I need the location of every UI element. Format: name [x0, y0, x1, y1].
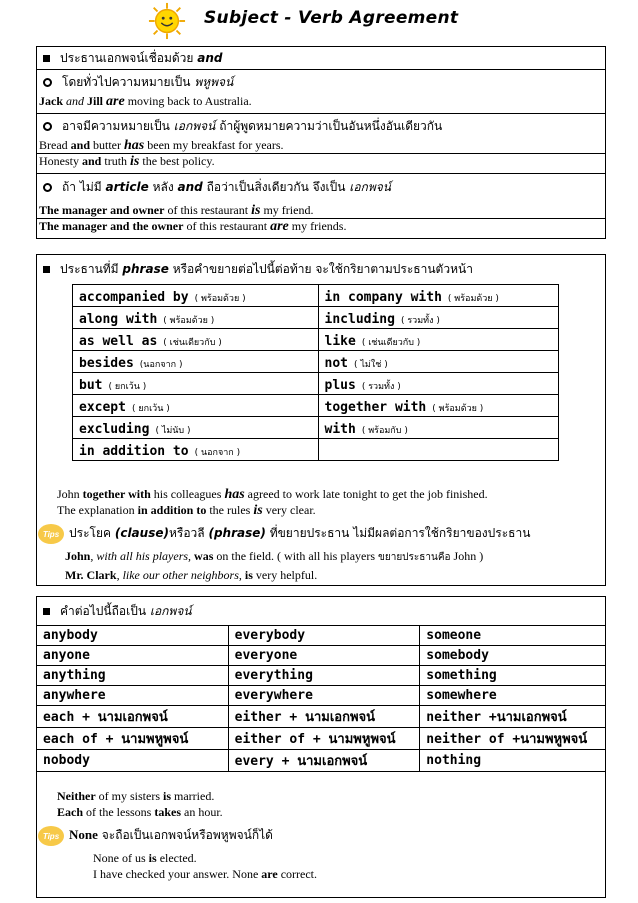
- example-sentence: [55, 805, 223, 820]
- verb: takes: [154, 805, 182, 819]
- subject: Jill: [87, 94, 107, 108]
- phrase-word: together with: [324, 400, 427, 415]
- example-sentence: [37, 219, 605, 234]
- singular-word-cell: everyone: [228, 646, 420, 666]
- heading-emphasis: เอกพจน์: [149, 604, 192, 618]
- singular-word-cell: either + นามเอกพจน์: [228, 706, 420, 728]
- tips-badge-icon: [37, 523, 65, 545]
- phrase-row: [73, 395, 559, 417]
- section-phrase-heading: [37, 255, 605, 283]
- singular-row: [37, 706, 606, 728]
- verb: is: [251, 203, 261, 218]
- phrase: in addition to: [137, 503, 207, 517]
- tips-label: Tips: [42, 529, 60, 539]
- heading-keyword: and: [197, 51, 223, 65]
- singular-word-cell: nobody: [37, 750, 229, 772]
- subject: the rules: [206, 503, 254, 517]
- phrase-cell: [318, 285, 558, 307]
- subject: his colleagues: [150, 487, 225, 501]
- phrase-cell: [318, 439, 558, 461]
- subject: Neither: [57, 789, 96, 803]
- phrase-cell: [318, 351, 558, 373]
- section-and-heading: [37, 47, 605, 70]
- smiling-sun-icon: [148, 2, 186, 40]
- section-phrase: [36, 254, 606, 586]
- phrase-row: [73, 439, 559, 461]
- verb: are: [106, 94, 125, 109]
- sentence-rest: my friend.: [260, 203, 314, 217]
- example-sentence: [63, 549, 483, 566]
- circle-bullet-icon: [43, 183, 52, 192]
- rule-text: ถ้า ไม่มี: [62, 180, 102, 194]
- subject: Honesty: [39, 154, 82, 168]
- tips-badge-icon: [37, 825, 65, 847]
- subject: None of us: [93, 851, 149, 865]
- phrase-row: [73, 307, 559, 329]
- phrase-meaning: ( รวมทั้ง ): [400, 316, 440, 326]
- singular-word-cell: someone: [420, 626, 606, 646]
- phrase-cell: [318, 373, 558, 395]
- singular-word-cell: somewhere: [420, 686, 606, 706]
- subject: John: [57, 487, 83, 501]
- phrase-meaning: ( ยกเว้น ): [108, 382, 147, 392]
- header: [0, 0, 638, 44]
- phrase-meaning: ( พร้อมกับ ): [361, 426, 408, 436]
- phrase-cell: [73, 285, 319, 307]
- sentence-rest: very helpful.: [252, 568, 318, 582]
- rule-text: ถ้าผู้พูดหมายความว่าเป็นอันหนึ่งอันเดียวกัน: [219, 119, 443, 133]
- rule-singular-text: [37, 114, 605, 138]
- singular-row: [37, 626, 606, 646]
- rule-plural: [37, 70, 605, 114]
- phrase-word: in addition to: [79, 444, 189, 459]
- phrase-meaning: ( ไม่นับ ): [155, 426, 191, 436]
- phrase-word: besides: [79, 356, 134, 371]
- rule-no-article-text: [37, 174, 605, 200]
- heading-text: ประธานที่มี: [60, 262, 119, 276]
- phrase-cell: [73, 307, 319, 329]
- verb: was: [194, 549, 214, 563]
- phrase-word: as well as: [79, 334, 158, 349]
- phrase-row: [73, 417, 559, 439]
- verb: is: [130, 154, 140, 169]
- example-sentence: [37, 203, 605, 219]
- singular-word-cell: everywhere: [228, 686, 420, 706]
- phrase-cell: [318, 395, 558, 417]
- phrase-word: plus: [324, 378, 356, 393]
- subject: butter: [90, 138, 125, 152]
- sentence-middle: of this restaurant: [183, 219, 271, 233]
- example-sentence: [91, 867, 317, 882]
- phrase-meaning: ( รวมทั้ง ): [361, 382, 401, 392]
- phrase-cell: [73, 439, 319, 461]
- conjunction: and: [63, 94, 87, 108]
- section-singular-words: [36, 596, 606, 898]
- sentence-middle: of the lessons: [83, 805, 155, 819]
- phrase-cell: [73, 351, 319, 373]
- verb: has: [224, 487, 245, 502]
- sentence-rest: my friends.: [288, 219, 347, 233]
- phrase-table: [72, 284, 559, 461]
- subject: Mr. Clark: [65, 568, 117, 582]
- sentence-rest: elected.: [156, 851, 197, 865]
- singular-word-cell: nothing: [420, 750, 606, 772]
- rule-keyword: article: [105, 180, 149, 194]
- sentence-rest: on the field. ( with all his players: [213, 549, 379, 563]
- rule-text: ถือว่าเป็นสิ่งเดียวกัน จึงเป็น: [206, 180, 346, 194]
- phrase-word: except: [79, 400, 126, 415]
- sentence-rest: correct.: [277, 867, 318, 881]
- sentence-rest: moving back to Australia.: [124, 94, 252, 108]
- square-bullet-icon: [43, 266, 50, 273]
- sentence-rest: agreed to work late tonight to get the job finished.: [244, 487, 488, 501]
- tip-text: หรือวลี: [168, 526, 205, 540]
- singular-word-cell: anybody: [37, 626, 229, 646]
- subject: truth: [101, 154, 131, 168]
- phrase-meaning: ( พร้อมด้วย ): [194, 294, 246, 304]
- tip-text: ที่ขยายประธาน ไม่มีผลต่อการใช้กริยาของประธาน: [269, 526, 531, 540]
- example-sentence: [55, 789, 214, 804]
- singular-row: [37, 750, 606, 772]
- tips-label: Tips: [42, 831, 60, 841]
- phrase-meaning: ( พร้อมด้วย ): [447, 294, 499, 304]
- section-and: [36, 46, 606, 239]
- subject: Each: [57, 805, 84, 819]
- tip-clause: [37, 521, 530, 545]
- singular-words-table: [36, 625, 606, 772]
- phrase-row: [73, 351, 559, 373]
- square-bullet-icon: [43, 608, 50, 615]
- singular-word-cell: neither +นามเอกพจน์: [420, 706, 606, 728]
- phrase-word: accompanied by: [79, 290, 189, 305]
- example-sentence: [37, 138, 605, 154]
- phrase-row: [73, 329, 559, 351]
- phrase-cell: [318, 417, 558, 439]
- sentence-rest: John ): [450, 549, 484, 563]
- phrase: together with: [82, 487, 151, 501]
- rule-keyword: and: [177, 180, 203, 194]
- verb: are: [270, 219, 289, 234]
- tip-keyword: (phrase): [208, 526, 266, 540]
- phrase-meaning: (นอกจาก ): [139, 360, 183, 370]
- sentence-middle: of this restaurant: [164, 203, 252, 217]
- phrase-word: including: [324, 312, 395, 327]
- phrase-cell: [73, 417, 319, 439]
- example-sentence: [55, 487, 488, 502]
- singular-word-cell: every + นามเอกพจน์: [228, 750, 420, 772]
- sentence-rest: an hour.: [181, 805, 223, 819]
- tip-text: ประโยค: [69, 526, 112, 540]
- rule-singular: [37, 114, 605, 174]
- clause: , with all his players,: [90, 549, 195, 563]
- subject: Jack: [39, 94, 63, 108]
- rule-emphasis: เอกพจน์: [349, 180, 391, 194]
- square-bullet-icon: [43, 55, 50, 62]
- subject: The manager and owner: [39, 203, 165, 217]
- rule-no-article: [37, 174, 605, 240]
- phrase-meaning: ( เช่นเดียวกับ ): [163, 338, 222, 348]
- phrase-cell: [73, 373, 319, 395]
- singular-word-cell: everybody: [228, 626, 420, 646]
- rule-text: โดยทั่วไปความหมายเป็น: [62, 75, 191, 89]
- tip-none: [37, 823, 273, 847]
- phrase-word: along with: [79, 312, 158, 327]
- singular-word-cell: everything: [228, 666, 420, 686]
- sentence-rest: been my breakfast for years.: [144, 138, 284, 152]
- phrase-cell: [318, 329, 558, 351]
- rule-emphasis: เอกพจน์: [173, 119, 216, 133]
- heading-text: คำต่อไปนี้ถือเป็น: [60, 604, 147, 618]
- phrase-word: like: [324, 334, 356, 349]
- circle-bullet-icon: [43, 122, 52, 131]
- rule-plural-text: [37, 70, 605, 94]
- phrase-meaning: ( นอกจาก ): [194, 448, 241, 458]
- heading-keyword: phrase: [122, 262, 169, 276]
- phrase-meaning: ( ไม่ใช่ ): [354, 360, 388, 370]
- phrase-meaning: ( เช่นเดียวกับ ): [361, 338, 421, 348]
- subject: The explanation: [57, 503, 138, 517]
- verb: has: [124, 138, 145, 153]
- singular-row: [37, 728, 606, 750]
- singular-word-cell: either of + นามพหูพจน์: [228, 728, 420, 750]
- phrase-word: excluding: [79, 422, 150, 437]
- tip-keyword: None: [69, 827, 98, 842]
- verb: is: [163, 789, 172, 803]
- example-sentence: [37, 94, 605, 109]
- singular-word-cell: each of + นามพหูพจน์: [37, 728, 229, 750]
- singular-row: [37, 666, 606, 686]
- phrase-cell: [318, 307, 558, 329]
- verb: are: [261, 867, 278, 881]
- phrase-row: [73, 373, 559, 395]
- section-singular-heading: [37, 597, 605, 625]
- conjunction: and: [82, 154, 102, 168]
- singular-word-cell: somebody: [420, 646, 606, 666]
- circle-bullet-icon: [43, 78, 52, 87]
- singular-row: [37, 686, 606, 706]
- sentence-middle: of my sisters: [95, 789, 163, 803]
- verb: is: [253, 503, 263, 518]
- phrase-word: not: [324, 356, 348, 371]
- heading-text: ประธานเอกพจน์เชื่อมด้วย: [60, 51, 194, 65]
- singular-word-cell: something: [420, 666, 606, 686]
- tip-keyword: (clause): [114, 526, 169, 540]
- sentence-rest: very clear.: [262, 503, 316, 517]
- subject: The manager and the owner: [39, 219, 184, 233]
- example-sentence: [63, 568, 317, 583]
- thai-note: ขยายประธานคือ: [378, 552, 451, 563]
- example-sentence: [55, 503, 316, 518]
- phrase-word: but: [79, 378, 103, 393]
- phrase-meaning: ( ยกเว้น ): [131, 404, 170, 414]
- phrase-meaning: ( พร้อมด้วย ): [163, 316, 215, 326]
- clause: , like our other neighbors,: [116, 568, 245, 582]
- phrase-cell: [73, 329, 319, 351]
- heading-text: หรือคำขยายต่อไปนี้ต่อท้าย จะใช้กริยาตามประธานตัวหน้า: [172, 262, 473, 276]
- verb: is: [244, 568, 253, 582]
- singular-word-cell: each + นามเอกพจน์: [37, 706, 229, 728]
- phrase-cell: [73, 395, 319, 417]
- rule-emphasis: พหูพจน์: [194, 75, 234, 89]
- subject: John: [65, 549, 91, 563]
- singular-row: [37, 646, 606, 666]
- phrase-meaning: ( พร้อมด้วย ): [432, 404, 484, 414]
- sentence-rest: the best policy.: [139, 154, 215, 168]
- phrase-row: [73, 285, 559, 307]
- singular-word-cell: neither of +นามพหูพจน์: [420, 728, 606, 750]
- example-sentence: [91, 851, 197, 866]
- phrase-word: in company with: [324, 290, 442, 305]
- rule-text: หลัง: [152, 180, 174, 194]
- singular-word-cell: anywhere: [37, 686, 229, 706]
- singular-word-cell: anyone: [37, 646, 229, 666]
- phrase-word: with: [324, 422, 356, 437]
- rule-text: อาจมีความหมายเป็น: [62, 119, 170, 133]
- singular-word-cell: anything: [37, 666, 229, 686]
- verb: is: [148, 851, 157, 865]
- example-sentence: [37, 154, 605, 169]
- subject: Bread: [39, 138, 71, 152]
- sentence-rest: married.: [171, 789, 215, 803]
- tip-text: จะถือเป็นเอกพจน์หรือพหูพจน์ก็ได้: [101, 828, 273, 842]
- page-title: Subject - Verb Agreement: [204, 8, 459, 28]
- conjunction: and: [70, 138, 91, 152]
- sentence-start: I have checked your answer. None: [93, 867, 262, 881]
